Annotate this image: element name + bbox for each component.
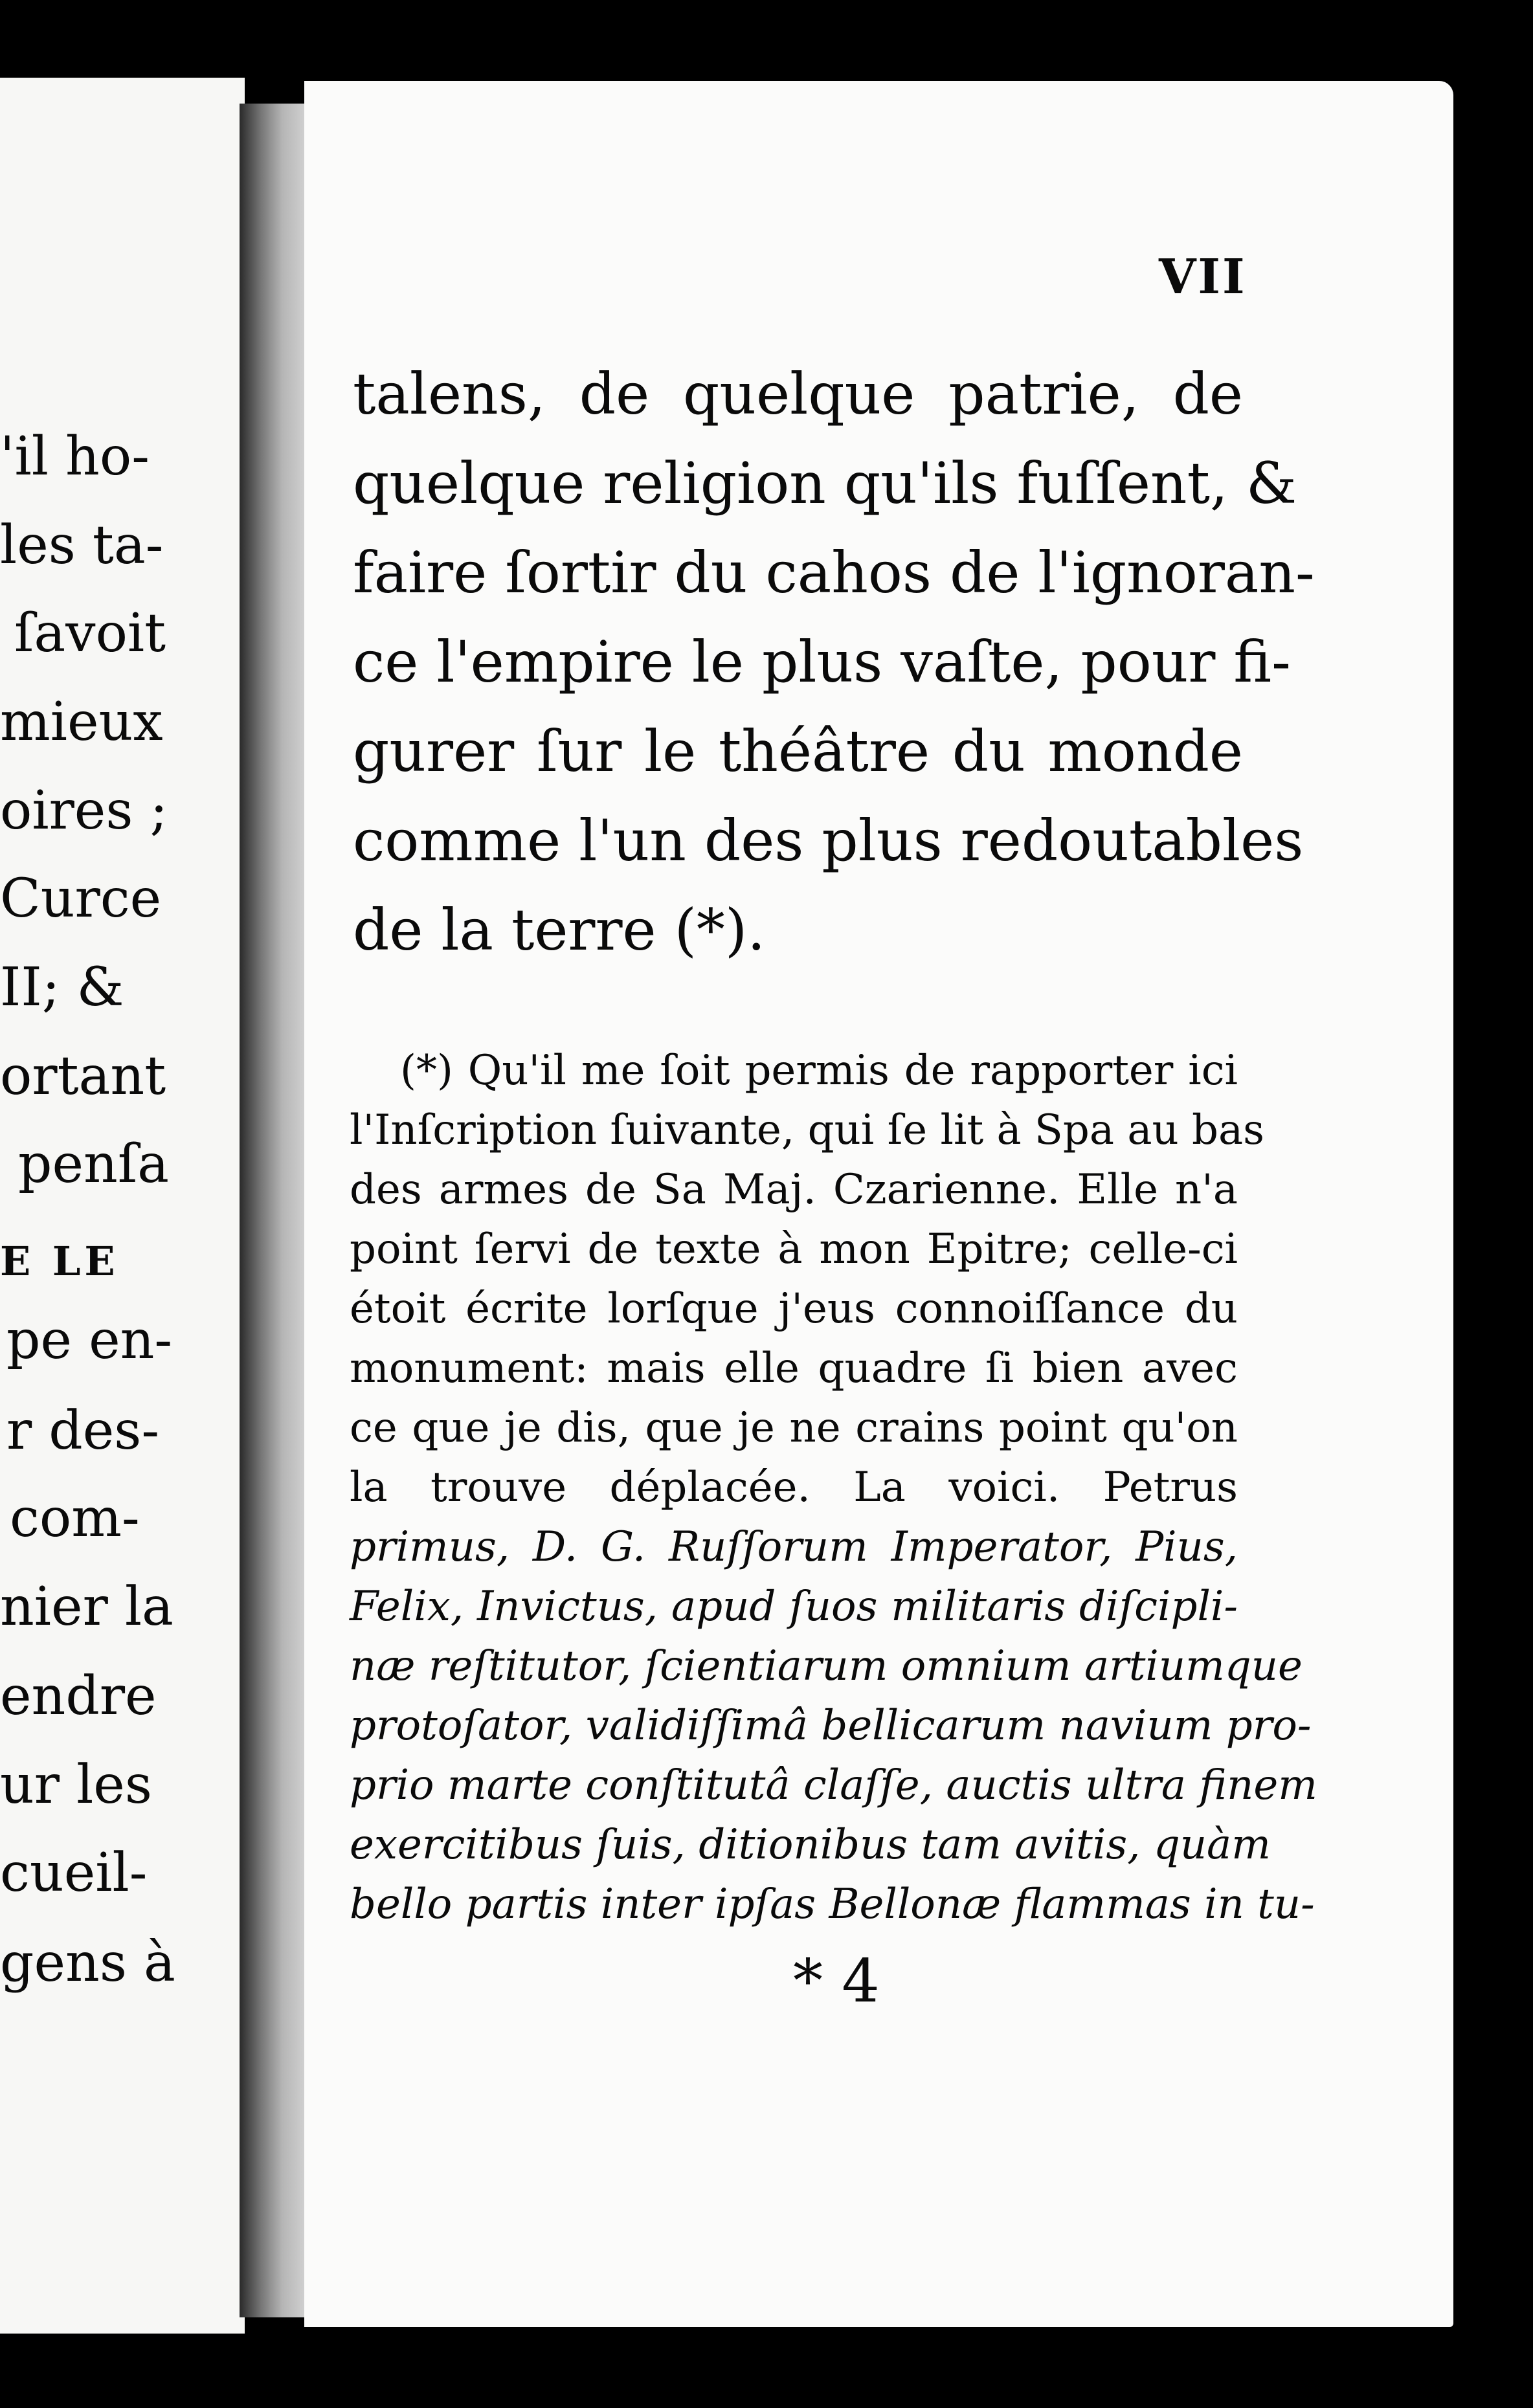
left-page-line: E LE [0, 1238, 119, 1285]
left-page-line: ortant [0, 1045, 166, 1107]
left-page-line: nier la [0, 1576, 173, 1638]
body-line: comme l'un des plus redoutables [353, 807, 1304, 874]
body-line: ce l'empire le plus vaſte, pour fi- [353, 629, 1291, 695]
left-page-line: r des- [6, 1400, 160, 1462]
left-page-line: penſa [18, 1133, 170, 1195]
left-page-line: ur les [0, 1754, 152, 1816]
footnote-line: des armes de Sa Maj. Czarienne. Elle n'a [350, 1166, 1238, 1214]
body-line: talens, de quelque patrie, de [353, 361, 1243, 427]
footnote-line: monument: mais elle quadre ſi bien avec [350, 1344, 1238, 1392]
footnote-line: (*) Qu'il me ſoit permis de rapporter ici [400, 1047, 1238, 1095]
footnote-line: étoit écrite lorſque j'eus connoiſſance du [350, 1285, 1238, 1333]
footnote-line: exercitibus ſuis, ditionibus tam avitis, quàm [350, 1821, 1271, 1869]
body-line: quelque religion qu'ils fuſſent, & [353, 450, 1297, 517]
left-page-line: oires ; [0, 780, 168, 842]
footnote-line: l'Inſcription ſuivante, qui ſe lit à Spa au bas [350, 1106, 1264, 1154]
footnote-line: primus, D. G. Ruſſorum Imperator, Pius, [350, 1523, 1238, 1571]
footnote-line: prio marte conſtitutâ claſſe, auctis ultra finem [350, 1761, 1317, 1809]
footnote-line: bello partis inter ipſas Bellonæ flammas in tu- [350, 1880, 1315, 1928]
left-page-line: com- [10, 1488, 140, 1549]
left-page [0, 78, 245, 2334]
body-text [353, 350, 1315, 975]
body-line: faire ſortir du cahos de l'ignoran- [353, 539, 1315, 606]
left-page-line: 'il ho- [0, 426, 150, 487]
left-page-line: endre [0, 1666, 157, 1727]
footnote [350, 1041, 1317, 1934]
footnote-line: protoſator, validiſſimâ bellicarum navium pro- [350, 1702, 1312, 1750]
body-line: de la terre (*). [353, 897, 766, 963]
body-line: gurer ſur le théâtre du monde [353, 718, 1243, 785]
signature-mark: * 4 [793, 1946, 880, 2016]
footnote-line: point ſervi de texte à mon Epitre; celle-ci [350, 1225, 1238, 1273]
left-page-line: II; & [0, 957, 124, 1018]
footnote-line: næ reſtitutor, ſcientiarum omnium artiumque [350, 1642, 1303, 1690]
left-page-line: mieux [0, 691, 163, 753]
left-page-line: les ta- [0, 515, 164, 576]
footnote-line: Felix, Invictus, apud ſuos militaris diſcipli- [350, 1583, 1238, 1631]
left-page-line: Curce [0, 868, 162, 930]
left-page-line: cueil- [0, 1842, 148, 1904]
footnote-line: la trouve déplacée. La voici. Petrus [350, 1464, 1238, 1511]
footnote-line: ce que je dis, que je ne crains point qu'on [350, 1404, 1238, 1452]
left-page-line: ſavoit [14, 603, 166, 664]
left-page-line: pe en- [6, 1310, 173, 1371]
page-number: VII [1159, 249, 1247, 305]
left-page-line: gens à [0, 1932, 175, 1994]
